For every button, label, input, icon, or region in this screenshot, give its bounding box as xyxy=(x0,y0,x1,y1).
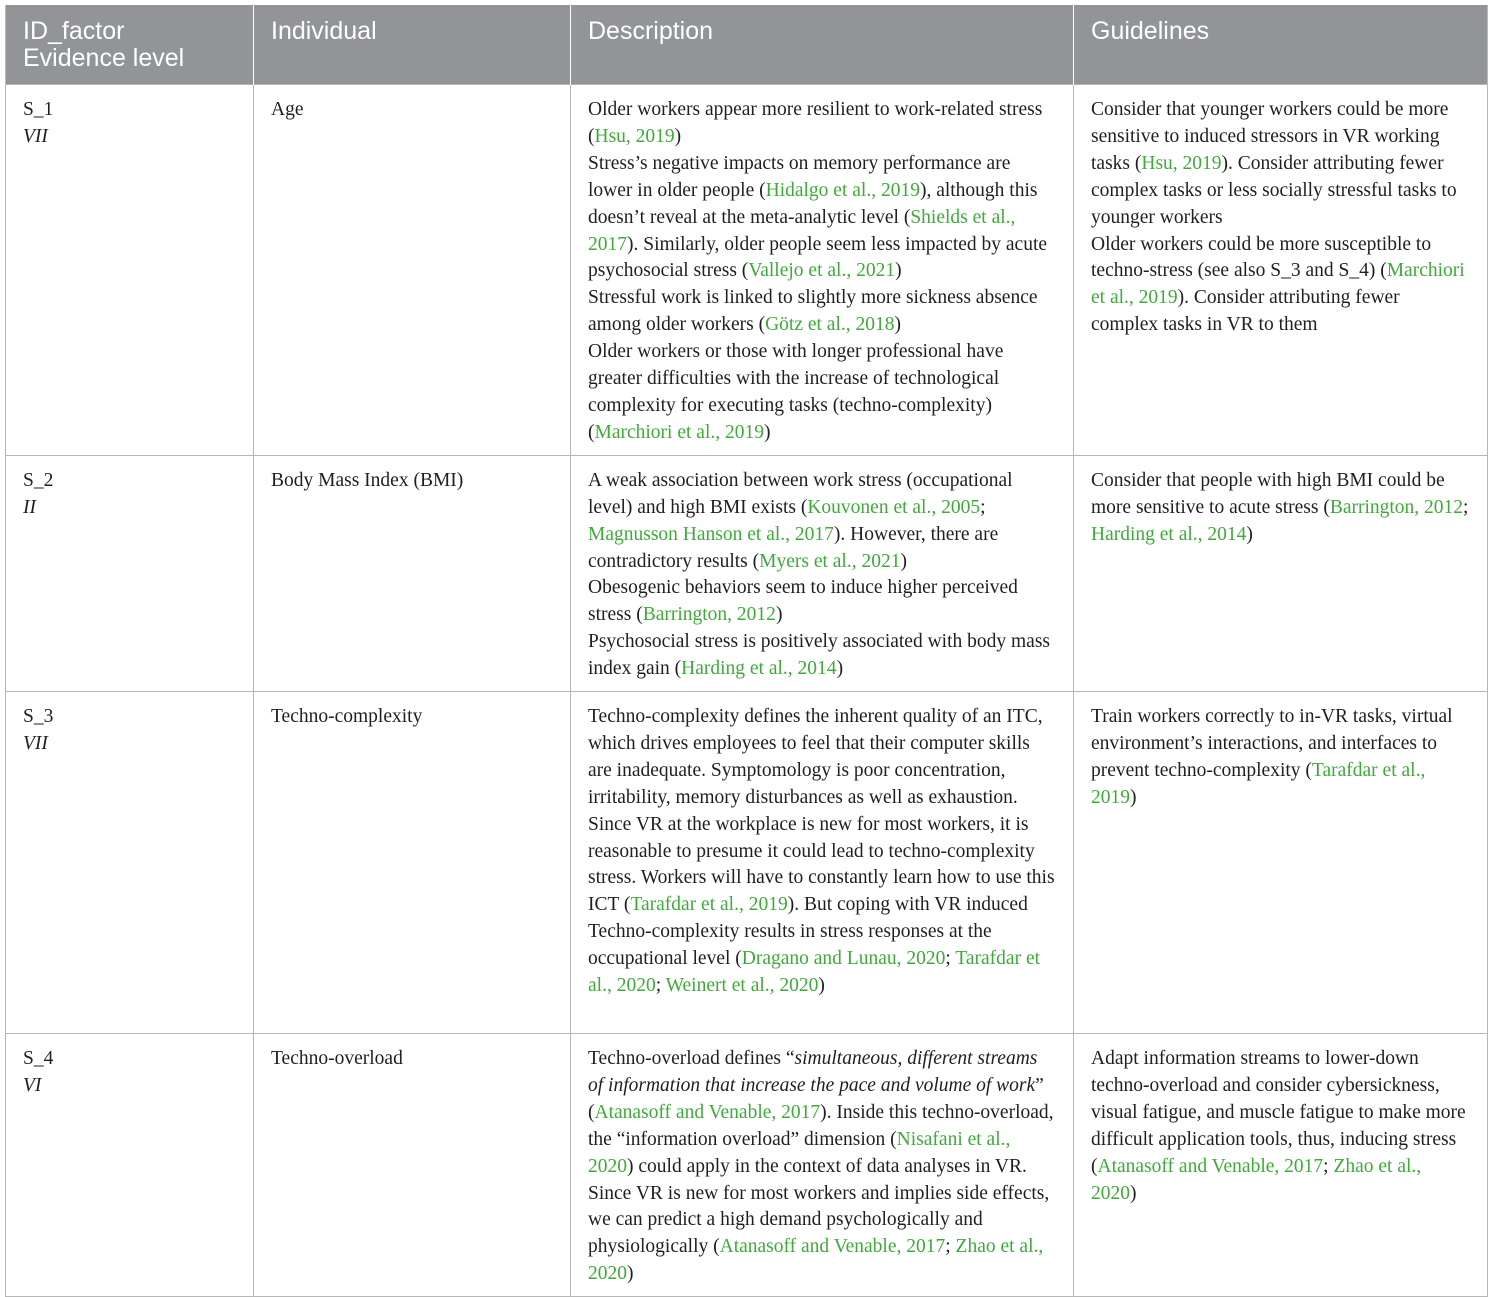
citation-link[interactable]: Vallejo et al., 2021 xyxy=(748,260,896,282)
table-row xyxy=(6,455,1488,691)
guidelines-cell xyxy=(1074,692,1488,1034)
factor-id: S_3 xyxy=(23,706,54,728)
table-header-row xyxy=(6,5,1488,85)
factor-id: S_4 xyxy=(23,1048,54,1070)
citation-link[interactable]: Zhao et al., 2020 xyxy=(588,1236,1044,1285)
citation-link[interactable]: Barrington, 2012 xyxy=(642,604,776,626)
citation-link[interactable]: Kouvonen et al., 2005 xyxy=(807,496,981,518)
individual-cell: Age xyxy=(254,85,571,456)
guideline-paragraph: Adapt information streams to lower-down techno-overload and consider cybersickness, visual fatigue, and muscle fatigue to make more difficult application tools, thus, inducing stress (Atanasoff and Venable, 2017; Zhao et al., 2020) xyxy=(1091,1048,1466,1204)
citation-link[interactable]: Tarafdar et al., 2019 xyxy=(1091,759,1426,808)
citation-link[interactable]: Zhao et al., 2020 xyxy=(1091,1155,1422,1204)
citation-link[interactable]: Weinert et al., 2020 xyxy=(665,975,819,997)
description-paragraph: A weak association between work stress (occupational level) and high BMI exists (Kouvonen et al., 2005; Magnusson Hanson et al., 2017). However, there are contradictory results (Myers et al., 2021) xyxy=(588,469,1013,572)
table-row xyxy=(6,692,1488,1034)
guideline-paragraph: Older workers could be more susceptible to techno-stress (see also S_3 and S_4) (Marchiori et al., 2019). Consider attributing fewer complex tasks in VR to them xyxy=(1091,233,1465,336)
description-cell xyxy=(571,1034,1074,1297)
citation-link[interactable]: Atanasoff and Venable, 2017 xyxy=(594,1101,821,1123)
description-paragraph: Older workers or those with longer professional have greater difficulties with the increase of technological complexity for executing tasks (techno-complexity) (Marchiori et al., 2019) xyxy=(588,341,1004,443)
description-paragraph: Stress’s negative impacts on memory performance are lower in older people (Hidalgo et al., 2019), although this doesn’t reveal at the meta-analytic level (Shields et al., 2017). Similarly, older people seem less impacted by acute psychosocial stress (Vallejo et al., 2021) xyxy=(588,152,1048,282)
citation-link[interactable]: Götz et al., 2018 xyxy=(765,314,895,336)
definition-quote: simultaneous, different streams of information that increase the pace and volume of work xyxy=(588,1048,1038,1096)
description-cell xyxy=(571,692,1074,1034)
individual-cell: Techno-complexity xyxy=(254,692,571,1034)
citation-link[interactable]: Barrington, 2012 xyxy=(1329,496,1464,518)
table-row xyxy=(6,1034,1488,1297)
citation-link[interactable]: Nisafani et al., 2020 xyxy=(588,1128,1011,1177)
description-cell xyxy=(571,85,1074,456)
id-cell xyxy=(6,85,254,456)
description-paragraph: Stressful work is linked to slightly more sickness absence among older workers (Götz et al., 2018) xyxy=(588,287,1038,336)
header-guidelines: Guidelines xyxy=(1074,5,1488,85)
guidelines-cell xyxy=(1074,455,1488,691)
citation-link[interactable]: Tarafdar et al., 2020 xyxy=(588,948,1041,997)
citation-link[interactable]: Harding et al., 2014 xyxy=(1091,523,1247,545)
guidelines-cell xyxy=(1074,1034,1488,1297)
description-paragraph: Psychosocial stress is positively associated with body mass index gain (Harding et al., 2014) xyxy=(588,631,1051,680)
factors-table xyxy=(5,5,1488,1297)
evidence-level: VI xyxy=(23,1074,42,1096)
header-individual: Individual xyxy=(254,5,571,85)
guideline-paragraph: Train workers correctly to in-VR tasks, virtual environment’s interactions, and interfaces to prevent techno-complexity (Tarafdar et al., 2019) xyxy=(1091,706,1453,808)
header-level-label: Evidence level xyxy=(23,44,185,72)
description-paragraph: Techno-complexity defines the inherent quality of an ITC, which drives employees to feel that their computer skills are inadequate. Symptomology is poor concentration, irritability, memory disturbances as well as exhaustion. Since VR at the workplace is new for most workers, it is reasonable to presume it could lead to techno-complexity stress. Workers will have to constantly learn how to use this ICT (Tarafdar et al., 2019). But coping with VR induced Techno-complexity results in stress responses at the occupational level (Dragano and Lunau, 2020; Tarafdar et al., 2020; Weinert et al., 2020) xyxy=(588,706,1055,997)
guideline-paragraph: Consider that people with high BMI could be more sensitive to acute stress (Barrington, 2012; Harding et al., 2014) xyxy=(1091,469,1469,545)
individual-cell: Body Mass Index (BMI) xyxy=(254,455,571,691)
factor-id: S_2 xyxy=(23,469,54,491)
factor-id: S_1 xyxy=(23,99,54,120)
id-cell xyxy=(6,692,254,1034)
citation-link[interactable]: Hsu, 2019 xyxy=(1141,152,1222,174)
description-paragraph: Obesogenic behaviors seem to induce higher perceived stress (Barrington, 2012) xyxy=(588,577,1018,626)
citation-link[interactable]: Harding et al., 2014 xyxy=(681,658,837,680)
description-cell xyxy=(571,455,1074,691)
evidence-level: VII xyxy=(23,732,48,754)
citation-link[interactable]: Magnusson Hanson et al., 2017 xyxy=(588,523,834,545)
citation-link[interactable]: Atanasoff and Venable, 2017 xyxy=(1097,1155,1324,1177)
evidence-level: II xyxy=(23,496,36,518)
guidelines-cell xyxy=(1074,85,1488,456)
citation-link[interactable]: Marchiori et al., 2019 xyxy=(1091,260,1465,309)
citation-link[interactable]: Myers et al., 2021 xyxy=(759,550,901,572)
description-paragraph: Techno-overload defines “simultaneous, different streams of information that increase the pace and volume of work” (Atanasoff and Venable, 2017). Inside this techno-overload, the “information overload” dimension (Nisafani et al., 2020) could apply in the context of data analyses in VR. Since VR is new for most workers and implies side effects, we can predict a high demand psychologically and physiologically (Atanasoff and Venable, 2017; Zhao et al., 2020) xyxy=(588,1048,1054,1285)
citation-link[interactable]: Atanasoff and Venable, 2017 xyxy=(719,1236,946,1258)
header-id-label: ID_factor xyxy=(23,17,125,45)
individual-cell: Techno-overload xyxy=(254,1034,571,1297)
id-cell xyxy=(6,455,254,691)
evidence-level: VII xyxy=(23,125,48,147)
citation-link[interactable]: Hsu, 2019 xyxy=(594,125,675,147)
citation-link[interactable]: Tarafdar et al., 2019 xyxy=(630,894,788,916)
guideline-paragraph: Consider that younger workers could be more sensitive to induced stressors in VR working tasks (Hsu, 2019). Consider attributing fewer complex tasks or less socially stressful tasks to younger workers xyxy=(1091,99,1457,228)
citation-link[interactable]: Shields et al., 2017 xyxy=(588,206,1016,255)
header-id-level xyxy=(6,5,254,85)
id-cell xyxy=(6,1034,254,1297)
header-description: Description xyxy=(571,5,1074,85)
description-paragraph: Older workers appear more resilient to work-related stress (Hsu, 2019) xyxy=(588,99,1043,147)
citation-link[interactable]: Marchiori et al., 2019 xyxy=(594,421,764,443)
table-row xyxy=(6,85,1488,456)
citation-link[interactable]: Dragano and Lunau, 2020 xyxy=(741,948,946,970)
citation-link[interactable]: Hidalgo et al., 2019 xyxy=(765,179,920,201)
